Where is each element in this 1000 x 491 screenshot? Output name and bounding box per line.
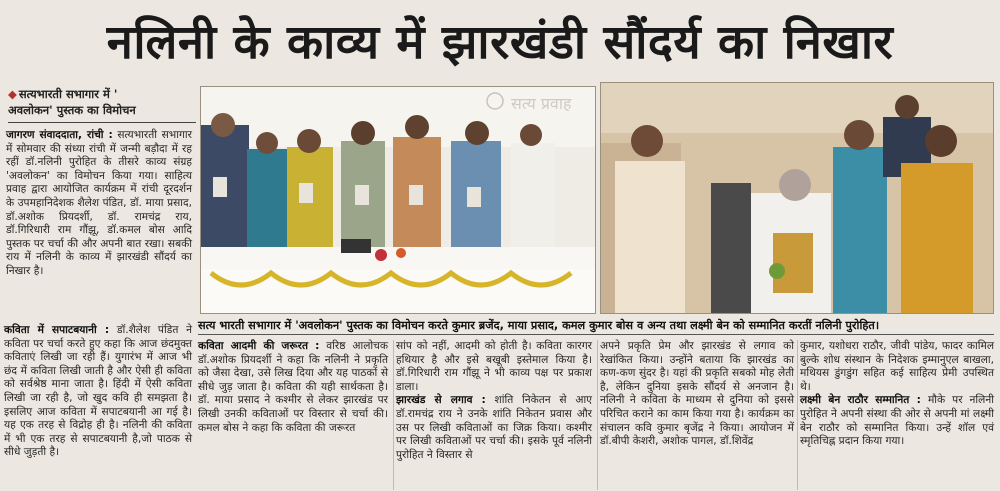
sec3-heading: झारखंड से लगाव : (396, 394, 486, 407)
sec1-heading: कविता में सपाटबयानी : (4, 324, 110, 336)
banner-text: सत्य प्रवाह (511, 94, 572, 113)
article-column-3 (396, 340, 592, 462)
book-release-illustration (201, 87, 595, 313)
sec2-heading: कविता आदमी की जरूरत : (198, 340, 320, 352)
byline: जागरण संवाददाता, रांची : (6, 129, 113, 141)
subhead (8, 86, 196, 125)
column-divider (597, 340, 598, 490)
sec3-text: शांति निकेतन से आए डॉ.रामचंद्र राय ने उनके शांति निकेतन प्रवास और उस पर लिखी कविताओं का जिक्र किया। कश्मीर पर लिखी कविताओं पर चर्चा की। इसके पूर्व नलिनी पुरोहित ने विस्तार से (396, 394, 592, 461)
article-column-2 (198, 340, 388, 435)
bullet-icon: ◆ (8, 87, 17, 101)
article-column-5 (800, 340, 994, 449)
col1-text: सत्यभारती सभागार में सोमवार की संध्या रांची में जन्मी बड़ौदा में रह रहीं डॉ.नलिनी पुरोहित के तीसरे काव्य संग्रह 'अवलोकन' का विमोचन किया गया। साहित्य प्रवाह द्वारा आयोजित कार्यक्रम में रांची दूरदर्शन के उपमहानिदेशक शैलेश पंडित, डॉ. माया प्रसाद, डॉ.अशोक प्रियदर्शी, डॉ. रामचंद्र राय, डॉ.गिरिधारी राम गौंझू, डॉ.कमल बोस आदि पुस्तक पर चर्चा की और अपनी बात रखा। सबकी राय में नलिनी के काव्य में झारखंडी सौंदर्य का निखार है। (6, 129, 192, 277)
subhead-line2: अवलोकन' पुस्तक का विमोचन (8, 103, 136, 117)
photo-caption: सत्य भारती सभागार में 'अवलोकन' पुस्तक का विमोचन करते कुमार ब्रजेंद, माया प्रसाद, कमल कुमार बोस व अन्य तथा लक्ष्मी बेन को सम्मानित करतीं नलिनी पुरोहित। (198, 319, 880, 332)
article-column-1 (6, 129, 192, 279)
article-column-1b (4, 324, 192, 460)
col4-text: अपने प्रकृति प्रेम और झारखंड से लगाव को रेखांकित किया। उन्होंने बताया कि झारखंड का कण-कण सुंदर है। यहां की प्रकृति सबको मोह लेती है, लेकिन दुनिया इसके सौंदर्य से अनजान है। नलिनी ने कविता के माध्यम से दुनिया को इससे परिचित कराने का काम किया गया है। कार्यक्रम का संचालन कवि कुमार बृजेंद्र ने किया। आयोजन में डॉ.बीपी केशरी, अशोक पागल, डॉ.शिवेंद्र (600, 340, 794, 448)
subhead-line1: सत्यभारती सभागार में ' (18, 87, 118, 101)
column-divider (393, 340, 394, 490)
felicitation-photo (600, 82, 994, 314)
caption-divider (198, 334, 994, 335)
divider (8, 122, 196, 123)
headline: नलिनी के काव्य में झारखंडी सौंदर्य का निखार (106, 15, 894, 70)
felicitation-illustration (601, 83, 993, 313)
column-divider (797, 340, 798, 490)
sec4-text: मौके पर नलिनी पुरोहित ने अपनी संस्था की ओर से अपनी मां लक्ष्मी बेन राठौर को सम्मानित किया। उन्हें शॉल एवं स्मृतिचिह्न प्रदान किया गया। (800, 394, 994, 448)
col5-text: कुमार, यशोधरा राठौर, जीवी पांडेय, फादर कामिल बुल्के शोध संस्थान के निदेशक इम्मानुएल बाखला, मथियस डुंगडुंग सहित कई साहित्य प्रेमी उपस्थित थे। (800, 340, 994, 393)
sec4-heading: लक्ष्मी बेन राठौर सम्मानित : (800, 394, 921, 407)
sec1-text: डॉ.शैलेश पंडित ने कविता पर चर्चा करते हुए कहा कि आज छंदमुक्त कविताएं लिखी जा रही हैं। युगारंभ में आज भी छंद में कविता लिखी जाती है और ऐसी ही कविता को सर्वश्रेष्ठ माना जाता है। हिंदी में ऐसी कविता लिखी जा रही है, जो खुद कवि ही समझता है। इसलिए आज कविता में सपाटबयानी आ गई है। यह एक तरह से विद्रोह ही है। नलिनी की कविता में भी एक तरह से सपाटबयानी है,जो पाठक से सीधे जुड़ती है। (4, 324, 192, 459)
col3-text: सांप को नहीं, आदमी को होती है। कविता कारगर हथियार है और इसे बखूबी इस्तेमाल किया है। डॉ.गिरिधारी राम गौंझू ने भी काव्य पक्ष पर प्रकाश डाला। (396, 340, 592, 393)
sec2-text: वरिष्ठ आलोचक डॉ.अशोक प्रियदर्शी ने कहा कि नलिनी ने प्रकृति को जैसा देखा, उसे लिख दिया और यह पाठकों से सीधे जुड़ जाता है। कविता की यही सार्थकता है। डॉ. माया प्रसाद ने कश्मीर से लेकर झारखंड पर लिखी उनकी कविताओं पर विस्तार से चर्चा की। कमल बोस ने कहा कि कविता की जरूरत (198, 340, 388, 434)
book-release-photo (200, 86, 596, 314)
article-column-4 (600, 340, 794, 449)
